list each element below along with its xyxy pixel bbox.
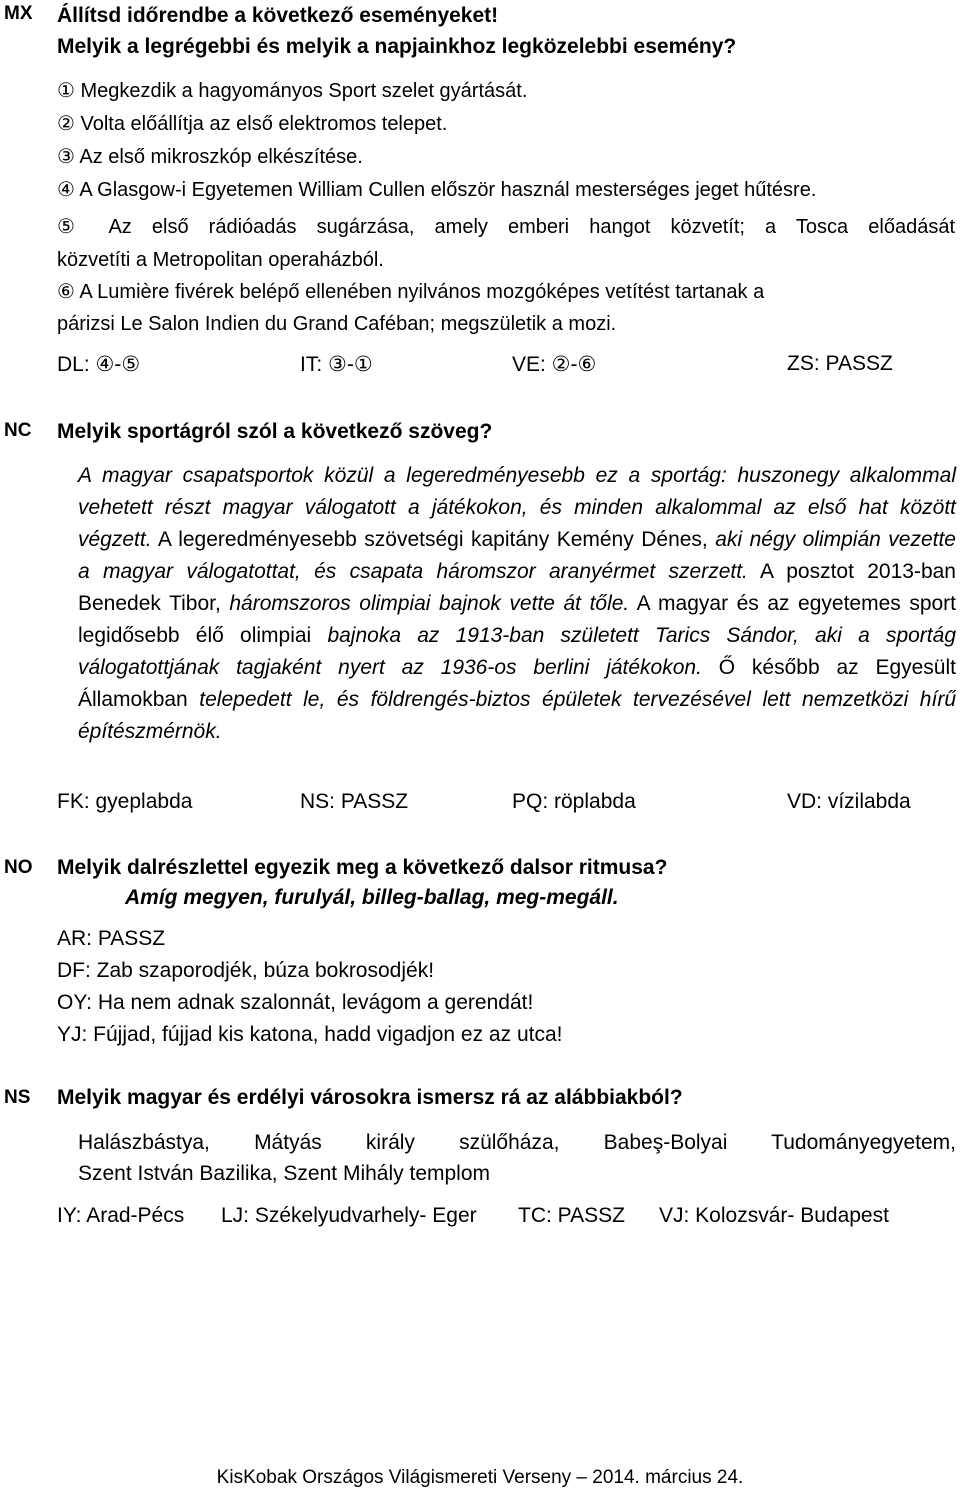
question-mx-line2: Melyik a legrégebbi és melyik a napjainkhoz legközelebbi esemény? bbox=[57, 35, 737, 58]
event-5-line2: közvetíti a Metropolitan operaházból. bbox=[57, 249, 384, 271]
ns-clues-line2: Szent István Bazilika, Szent Mihály templom bbox=[78, 1162, 491, 1185]
answer-option-ve[interactable]: VE: ②-⑥ bbox=[512, 353, 597, 376]
answer-option-iy[interactable]: IY: Arad-Pécs bbox=[57, 1204, 185, 1227]
answer-option-yj[interactable]: YJ: Fújjad, fújjad kis katona, hadd vigadjon ez az utca! bbox=[57, 1023, 563, 1046]
question-nc: Melyik sportágról szól a következő szöveg? bbox=[57, 420, 493, 443]
question-code-nc: NC bbox=[4, 420, 32, 441]
answer-option-zs[interactable]: ZS: PASSZ bbox=[787, 352, 893, 375]
answer-option-ns[interactable]: NS: PASSZ bbox=[300, 790, 409, 813]
question-no: Melyik dalrészlettel egyezik meg a következő dalsor ritmusa? bbox=[57, 856, 668, 879]
answer-option-tc[interactable]: TC: PASSZ bbox=[518, 1204, 625, 1227]
question-mx-line1: Állítsd időrendbe a következő eseményeket! bbox=[57, 4, 499, 27]
page-footer: KisKobak Országos Világismereti Verseny – 2014. március 24. bbox=[216, 1467, 744, 1488]
answer-option-vd[interactable]: VD: vízilabda bbox=[787, 790, 911, 813]
question-code-no: NO bbox=[4, 857, 33, 878]
answer-option-dl[interactable]: DL: ④-⑤ bbox=[57, 353, 141, 376]
event-6-line1: ⑥ A Lumière fivérek belépő ellenében nyilvános mozgóképes vetítést tartanak a bbox=[57, 281, 765, 303]
lyric-line: Amíg megyen, furulyál, billeg-ballag, meg-megáll. bbox=[125, 886, 619, 909]
answer-option-it[interactable]: IT: ③-① bbox=[300, 353, 373, 376]
nc-passage-part: háromszoros olimpiai bajnok vette át tőle. bbox=[229, 592, 630, 615]
nc-passage-part: telepedett le, és földrengés-biztos épületek tervezésével lett nemzetközi hírű építészmérnök. bbox=[78, 688, 956, 743]
event-1: ① Megkezdik a hagyományos Sport szelet gyártását. bbox=[57, 80, 528, 102]
ns-clues-line1: Halászbástya, Mátyás király szülőháza, Babeş-Bolyai Tudományegyetem, bbox=[78, 1131, 956, 1154]
event-6-line2: párizsi Le Salon Indien du Grand Caféban; megszületik a mozi. bbox=[57, 313, 617, 335]
answer-option-oy[interactable]: OY: Ha nem adnak szalonnát, levágom a gerendát! bbox=[57, 991, 534, 1014]
event-3: ③ Az első mikroszkóp elkészítése. bbox=[57, 146, 363, 168]
answer-option-pq[interactable]: PQ: röplabda bbox=[512, 790, 636, 813]
event-2: ② Volta előállítja az első elektromos telepet. bbox=[57, 113, 448, 135]
answer-option-lj[interactable]: LJ: Székelyudvarhely- Eger bbox=[221, 1204, 477, 1227]
answer-option-df[interactable]: DF: Zab szaporodjék, búza bokrosodjék! bbox=[57, 959, 435, 982]
answer-option-ar[interactable]: AR: PASSZ bbox=[57, 927, 166, 950]
nc-passage-part: bajnoka az 1913-ban született Tarics Sándor, aki a sportág válogatottjának tagjaként nyert az 1936-os berlini játékokon. bbox=[78, 624, 956, 679]
question-code-ns: NS bbox=[4, 1087, 31, 1108]
event-5-line1: ⑤ Az első rádióadás sugárzása, amely emberi hangot közvetít; a Tosca előadását bbox=[57, 216, 955, 238]
nc-passage-part: A legeredményesebb szövetségi kapitány Kemény Dénes, bbox=[151, 528, 716, 551]
nc-passage-part: Ő később az Egyesült Államokban bbox=[78, 656, 956, 711]
answer-option-fk[interactable]: FK: gyeplabda bbox=[57, 790, 193, 813]
question-code-mx: MX bbox=[4, 3, 33, 24]
nc-passage bbox=[78, 460, 956, 748]
question-ns: Melyik magyar és erdélyi városokra ismersz rá az alábbiakból? bbox=[57, 1086, 683, 1109]
nc-passage-part: A posztot 2013-ban Benedek Tibor, bbox=[78, 560, 956, 615]
answer-option-vj[interactable]: VJ: Kolozsvár- Budapest bbox=[659, 1204, 889, 1227]
event-4: ④ A Glasgow-i Egyetemen William Cullen először használ mesterséges jeget hűtésre. bbox=[57, 179, 817, 201]
nc-passage-part: A magyar csapatsportok közül a legeredményesebb ez a sportág: huszonegy alkalommal vehetett részt magyar válogatott a játékokon, és minden alkalommal az első hat között végzett. bbox=[78, 464, 956, 551]
nc-passage-part: aki négy olimpián vezette a magyar válogatottat, és csapata háromszor aranyérmet szerzett. bbox=[78, 528, 956, 583]
nc-passage-part: A magyar és az egyetemes sport legidősebb élő olimpiai bbox=[78, 592, 957, 647]
